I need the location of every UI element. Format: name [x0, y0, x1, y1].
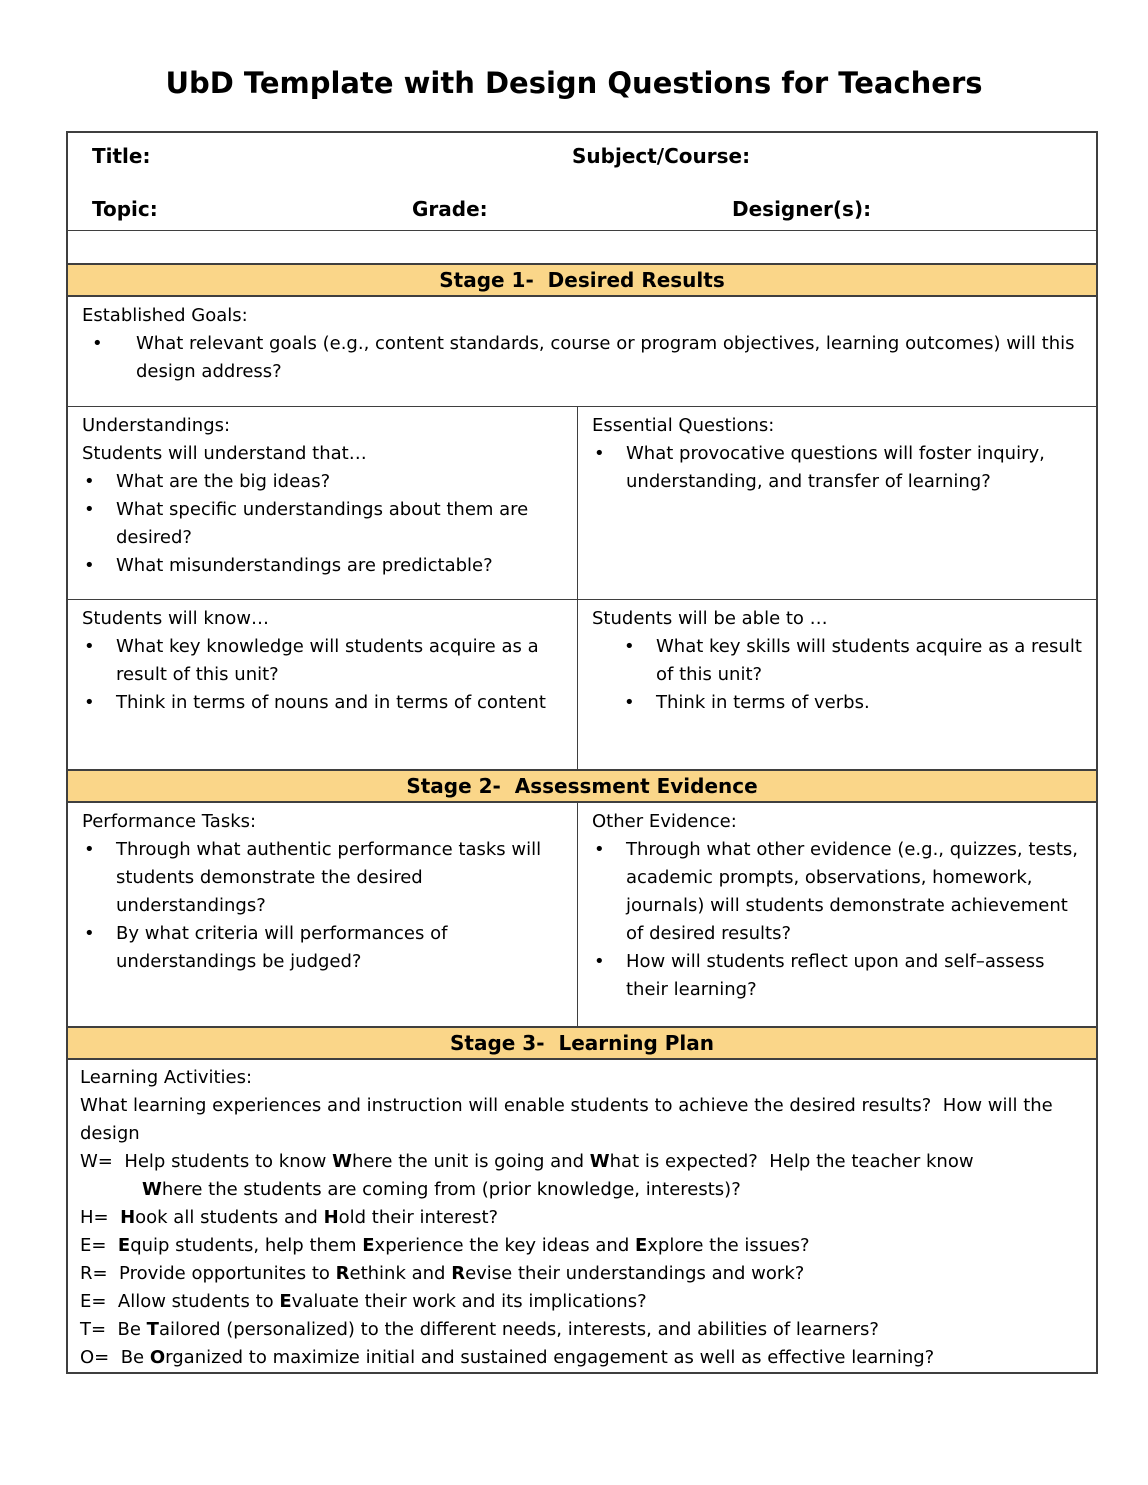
- bullet-item: • By what criteria will performances of understandings be judged?: [82, 920, 567, 976]
- whereto-text: ook all students and: [135, 1207, 324, 1228]
- whereto-bold-letter: W: [142, 1179, 162, 1200]
- whereto-line: [80, 1316, 1086, 1344]
- whereto-text: E=: [80, 1235, 118, 1256]
- whereto-bold-letter: E: [117, 1235, 131, 1256]
- established-goals-list: [82, 330, 1086, 386]
- established-goals-cell: [68, 297, 1096, 406]
- stage-3-header: Stage 3- Learning Plan: [68, 1026, 1096, 1060]
- learning-activities-cell: [68, 1060, 1096, 1372]
- bullet-item: • What specific understandings about them are desired?: [82, 496, 567, 552]
- bullet-item: • How will students reflect upon and self–assess their learning?: [592, 948, 1086, 1004]
- bullet-item: • Think in terms of verbs.: [592, 689, 1086, 717]
- page-title: UbD Template with Design Questions for Teachers: [165, 66, 983, 100]
- whereto-line: [80, 1204, 1086, 1232]
- whereto-text: O= Be: [80, 1347, 150, 1368]
- understandings-cell: [68, 407, 578, 599]
- whereto-text: ethink and: [349, 1263, 452, 1284]
- students-will-know-cell: [68, 600, 578, 769]
- bullet-item: • What are the big ideas?: [82, 468, 567, 496]
- ubd-template-table: [66, 131, 1098, 1374]
- other-evidence-label: Other Evidence:: [592, 811, 737, 832]
- bullet-item: • What provocative questions will foster inquiry, understanding, and transfer of learning?: [592, 440, 1086, 496]
- whereto-line: [80, 1232, 1086, 1260]
- bullet-item: • What key knowledge will students acquire as a result of this unit?: [82, 633, 567, 689]
- learning-activities-intro: What learning experiences and instruction will enable students to achieve the desired results? How will the design: [80, 1095, 1059, 1144]
- learning-activities-label: Learning Activities:: [80, 1067, 253, 1088]
- assessment-row: [68, 803, 1096, 1026]
- whereto-text: quip students, help them: [130, 1235, 363, 1256]
- performance-tasks-cell: [68, 803, 578, 1026]
- whereto-text: hat is expected? Help the teacher know: [609, 1151, 974, 1172]
- understandings-list: [82, 468, 567, 580]
- bullet-item: • What misunderstandings are predictable?: [82, 552, 567, 580]
- students-will-be-able-cell: [578, 600, 1096, 769]
- whereto-text: R= Provide opportunites to: [80, 1263, 336, 1284]
- info-cell: [68, 133, 1096, 230]
- students-will-be-able-list: [592, 633, 1086, 717]
- essential-questions-cell: [578, 407, 1096, 599]
- essential-questions-label: Essential Questions:: [592, 415, 775, 436]
- topic-label: Topic:: [92, 197, 158, 221]
- stage-1-header: Stage 1- Desired Results: [68, 263, 1096, 297]
- whereto-text: here the unit is going and: [351, 1151, 590, 1172]
- whereto-text: ailored (personalized) to the different needs, interests, and abilities of learners?: [158, 1319, 879, 1340]
- whereto-bold-letter: T: [146, 1319, 159, 1340]
- grade-label: Grade:: [412, 197, 488, 221]
- whereto-line: [80, 1288, 1086, 1316]
- bullet-item: • Through what authentic performance tasks will students demonstrate the desired understandings?: [82, 836, 567, 920]
- whereto-line: [80, 1344, 1086, 1372]
- performance-tasks-label: Performance Tasks:: [82, 811, 257, 832]
- know-able-row: [68, 599, 1096, 769]
- whereto-bold-letter: R: [335, 1263, 350, 1284]
- whereto-text: here the students are coming from (prior knowledge, interests)?: [161, 1179, 741, 1200]
- students-will-know-list: [82, 633, 567, 717]
- bullet-item: • What relevant goals (e.g., content standards, course or program objectives, learning outcomes) will this design address?: [82, 330, 1086, 386]
- whereto-text: old their interest?: [338, 1207, 499, 1228]
- whereto-bold-letter: E: [362, 1235, 375, 1256]
- whereto-line: [80, 1176, 1086, 1204]
- subject-course-label: Subject/Course:: [572, 144, 751, 168]
- essential-questions-list: [592, 440, 1086, 496]
- whereto-text: evise their understandings and work?: [465, 1263, 805, 1284]
- spacer-row: [68, 230, 1096, 263]
- understandings-label: Understandings:: [82, 415, 231, 436]
- whereto-line: [80, 1260, 1086, 1288]
- whereto-text: xperience the key ideas and: [374, 1235, 635, 1256]
- designers-label: Designer(s):: [732, 197, 872, 221]
- whereto-text: T= Be: [80, 1319, 147, 1340]
- understandings-subtitle: Students will understand that…: [82, 443, 367, 464]
- bullet-item: • Through what other evidence (e.g., quizzes, tests, academic prompts, observations, homework, journals) will students demonstrate achievement of desired results?: [592, 836, 1086, 948]
- whereto-text: rganized to maximize initial and sustained engagement as well as effective learning?: [165, 1347, 935, 1368]
- bullet-item: • What key skills will students acquire as a result of this unit?: [592, 633, 1086, 689]
- students-will-be-able-label: Students will be able to …: [592, 608, 828, 629]
- students-will-know-label: Students will know…: [82, 608, 269, 629]
- stage-2-header: Stage 2- Assessment Evidence: [68, 769, 1096, 803]
- other-evidence-list: [592, 836, 1086, 1004]
- whereto-bold-letter: W: [589, 1151, 610, 1172]
- performance-tasks-list: [82, 836, 567, 976]
- whereto-bold-letter: H: [323, 1207, 339, 1228]
- whereto-bold-letter: O: [149, 1347, 166, 1368]
- whereto-text: E= Allow students to: [80, 1291, 280, 1312]
- whereto-text: valuate their work and its implications?: [291, 1291, 647, 1312]
- whereto-text: xplore the issues?: [647, 1235, 810, 1256]
- info-line-2: [68, 196, 1096, 222]
- bullet-item: • Think in terms of nouns and in terms of content: [82, 689, 567, 717]
- established-goals-label: Established Goals:: [82, 305, 248, 326]
- info-line-1: [68, 143, 1096, 169]
- whereto-bold-letter: E: [279, 1291, 292, 1312]
- title-label: Title:: [92, 144, 151, 168]
- whereto-bold-letter: R: [451, 1263, 466, 1284]
- whereto-bold-letter: H: [120, 1207, 136, 1228]
- whereto-line: [80, 1148, 1086, 1176]
- other-evidence-cell: [578, 803, 1096, 1026]
- whereto-text: W= Help students to know: [80, 1151, 333, 1172]
- whereto-bold-letter: W: [332, 1151, 352, 1172]
- whereto-bold-letter: E: [634, 1235, 648, 1256]
- whereto-list: [80, 1148, 1086, 1372]
- understandings-row: [68, 406, 1096, 599]
- whereto-text: H=: [80, 1207, 121, 1228]
